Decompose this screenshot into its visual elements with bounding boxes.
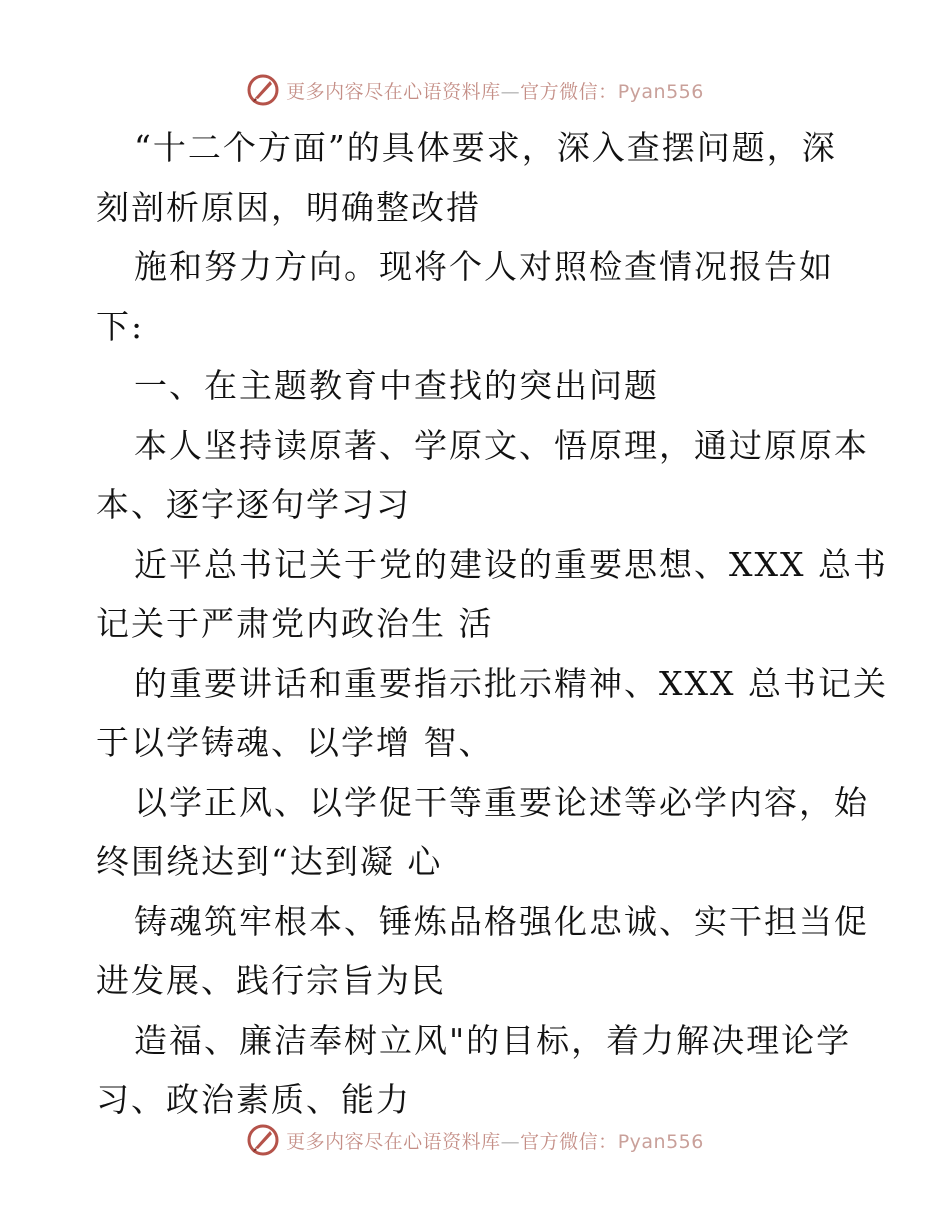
text-line: 终围绕达到“达到凝 心 — [96, 842, 443, 881]
watermark-site: 更多内容尽在心语资料库 — [286, 1130, 501, 1153]
watermark-site: 更多内容尽在心语资料库 — [286, 80, 501, 103]
text-line: 铸魂筑牢根本、锤炼品格强化忠诚、实干担当促 — [134, 901, 869, 941]
text-line: 近平总书记关于党的建设的重要思想、XXX 总书 — [134, 544, 888, 584]
text-line: 本人坚持读原著、学原文、悟原理，通过原原本 — [134, 425, 869, 465]
text-line: 造福、廉洁奉树立风"的目标，着力解决理论学 — [134, 1020, 852, 1060]
watermark-text — [286, 77, 704, 104]
text-line: 习、政治素质、能力 — [96, 1080, 411, 1119]
text-line: 记关于严肃党内政治生 活 — [96, 604, 494, 643]
watermark-banner-top — [0, 70, 950, 110]
text-line: 一、在主题教育中查找的突出问题 — [134, 366, 659, 405]
text-line: 进发展、践行宗旨为民 — [96, 961, 446, 1000]
text-line: 本、逐字逐句学习习 — [96, 485, 411, 524]
text-line: 的重要讲话和重要指示批示精神、XXX 总书记关 — [134, 663, 888, 703]
text-line: 以学正风、以学促干等重要论述等必学内容，始 — [134, 782, 869, 822]
watermark-separator: — — [500, 1130, 521, 1153]
quill-logo-icon — [246, 73, 280, 107]
watermark-wechat-id: Pyan556 — [617, 80, 704, 103]
text-line: “十二个方面”的具体要求，深入查摆问题，深 — [134, 128, 837, 167]
watermark-wechat-label: 官方微信： — [520, 80, 618, 103]
watermark-wechat-label: 官方微信： — [520, 1130, 618, 1153]
text-line: 施和努力方向。现将个人对照检查情况报告如 — [134, 247, 834, 286]
watermark-banner-bottom — [0, 1120, 950, 1160]
quill-logo-icon — [246, 1123, 280, 1157]
text-line: 于以学铸魂、以学增 智、 — [96, 723, 494, 762]
watermark-text — [286, 1127, 704, 1154]
text-line: 下: — [96, 306, 145, 346]
watermark-wechat-id: Pyan556 — [617, 1130, 704, 1153]
watermark-separator: — — [500, 80, 521, 103]
text-line: 刻剖析原因，明确整改措 — [96, 187, 481, 227]
document-body — [96, 118, 888, 1130]
